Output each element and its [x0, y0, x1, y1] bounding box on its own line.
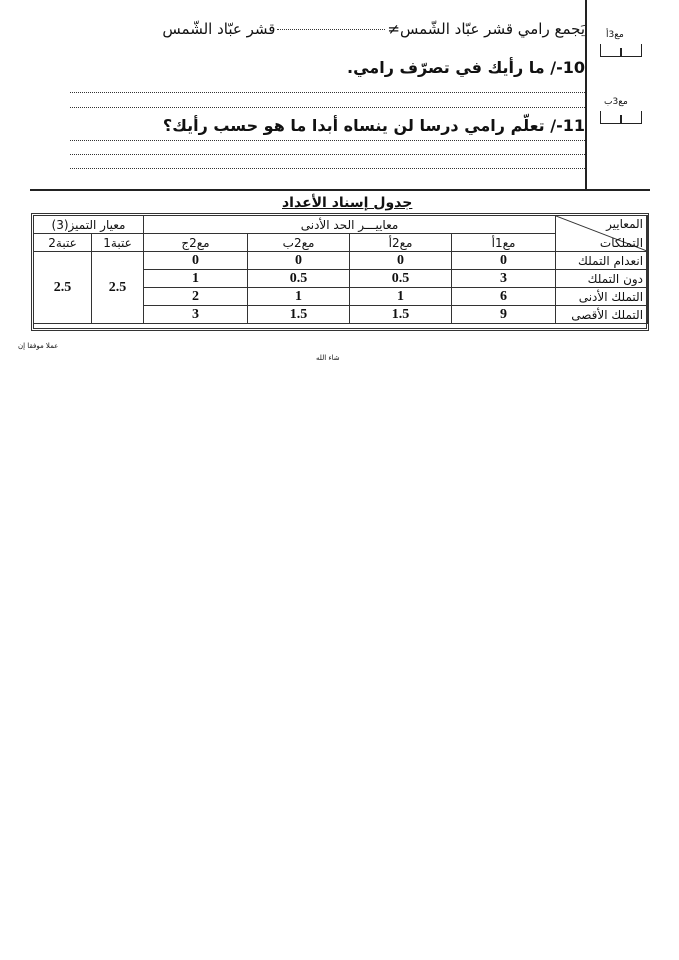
cell-value: 0 — [350, 252, 452, 270]
threshold-2-value: 2.5 — [34, 252, 92, 324]
question-11: 11-/ تعلّم رامي درسا لن ينساه أبدا ما هو حسب رأيك؟ — [162, 116, 585, 135]
cell-value: 1.5 — [350, 306, 452, 324]
col-header: مع1أ — [452, 234, 556, 252]
table-title: جدول إسناد الأعداد — [282, 195, 413, 211]
group-min-header: معاييـــر الحد الأدنى — [144, 216, 556, 234]
header-corner-cell — [556, 216, 648, 252]
table-row — [34, 252, 648, 270]
criterion-label-a: مع3أ — [606, 30, 624, 40]
col-header: عتبة2 — [34, 234, 92, 252]
cell-value: 6 — [452, 288, 556, 306]
col-header: مع2ج — [144, 234, 248, 252]
answer-left-text: قشر عبّاد الشّمس — [162, 20, 276, 38]
cell-value: 0.5 — [350, 270, 452, 288]
section-divider — [30, 189, 650, 191]
score-box-a[interactable] — [600, 44, 642, 57]
corner-bottom-label: التملكات — [599, 236, 644, 250]
answer-dotline[interactable] — [70, 140, 585, 141]
footer-line-1: عملا موفقا إن — [18, 342, 59, 350]
threshold-1-value: 2.5 — [92, 252, 144, 324]
cell-value: 3 — [144, 306, 248, 324]
cell-value: 0.5 — [248, 270, 350, 288]
grading-table — [33, 215, 648, 324]
cell-value: 0 — [452, 252, 556, 270]
row-label: التملك الأدنى — [556, 288, 648, 306]
answer-dotline[interactable] — [70, 107, 585, 108]
row-label: انعدام التملك — [556, 252, 648, 270]
criterion-label-b: مع3ب — [604, 97, 628, 107]
answer-dotline[interactable] — [70, 154, 585, 155]
row-label: التملك الأقصى — [556, 306, 648, 324]
cell-value: 3 — [452, 270, 556, 288]
answer-dotline[interactable] — [70, 92, 585, 93]
col-header: مع2أ — [350, 234, 452, 252]
col-header: مع2ب — [248, 234, 350, 252]
group-excel-header: معيار التميز(3) — [34, 216, 144, 234]
questions-area — [60, 10, 585, 190]
cell-value: 1.5 — [248, 306, 350, 324]
question-10: 10-/ ما رأيك في تصرّف رامي. — [347, 58, 585, 77]
cell-value: 9 — [452, 306, 556, 324]
answer-right-text: يَجمع رامي قشر عبّاد الشّمس≠ — [387, 20, 585, 38]
corner-top-label: المعايير — [606, 217, 644, 231]
margin-divider — [585, 0, 587, 190]
cell-value: 0 — [144, 252, 248, 270]
cell-value: 1 — [248, 288, 350, 306]
cell-value: 1 — [350, 288, 452, 306]
answer-line-1 — [162, 20, 585, 38]
cell-value: 1 — [144, 270, 248, 288]
footer-line-2: شاء الله — [316, 354, 340, 362]
answer-dotline[interactable] — [70, 168, 585, 169]
cell-value: 2 — [144, 288, 248, 306]
cell-value: 0 — [248, 252, 350, 270]
row-label: دون التملك — [556, 270, 648, 288]
fill-dots[interactable] — [277, 29, 385, 30]
score-box-b[interactable] — [600, 111, 642, 124]
col-header: عتبة1 — [92, 234, 144, 252]
